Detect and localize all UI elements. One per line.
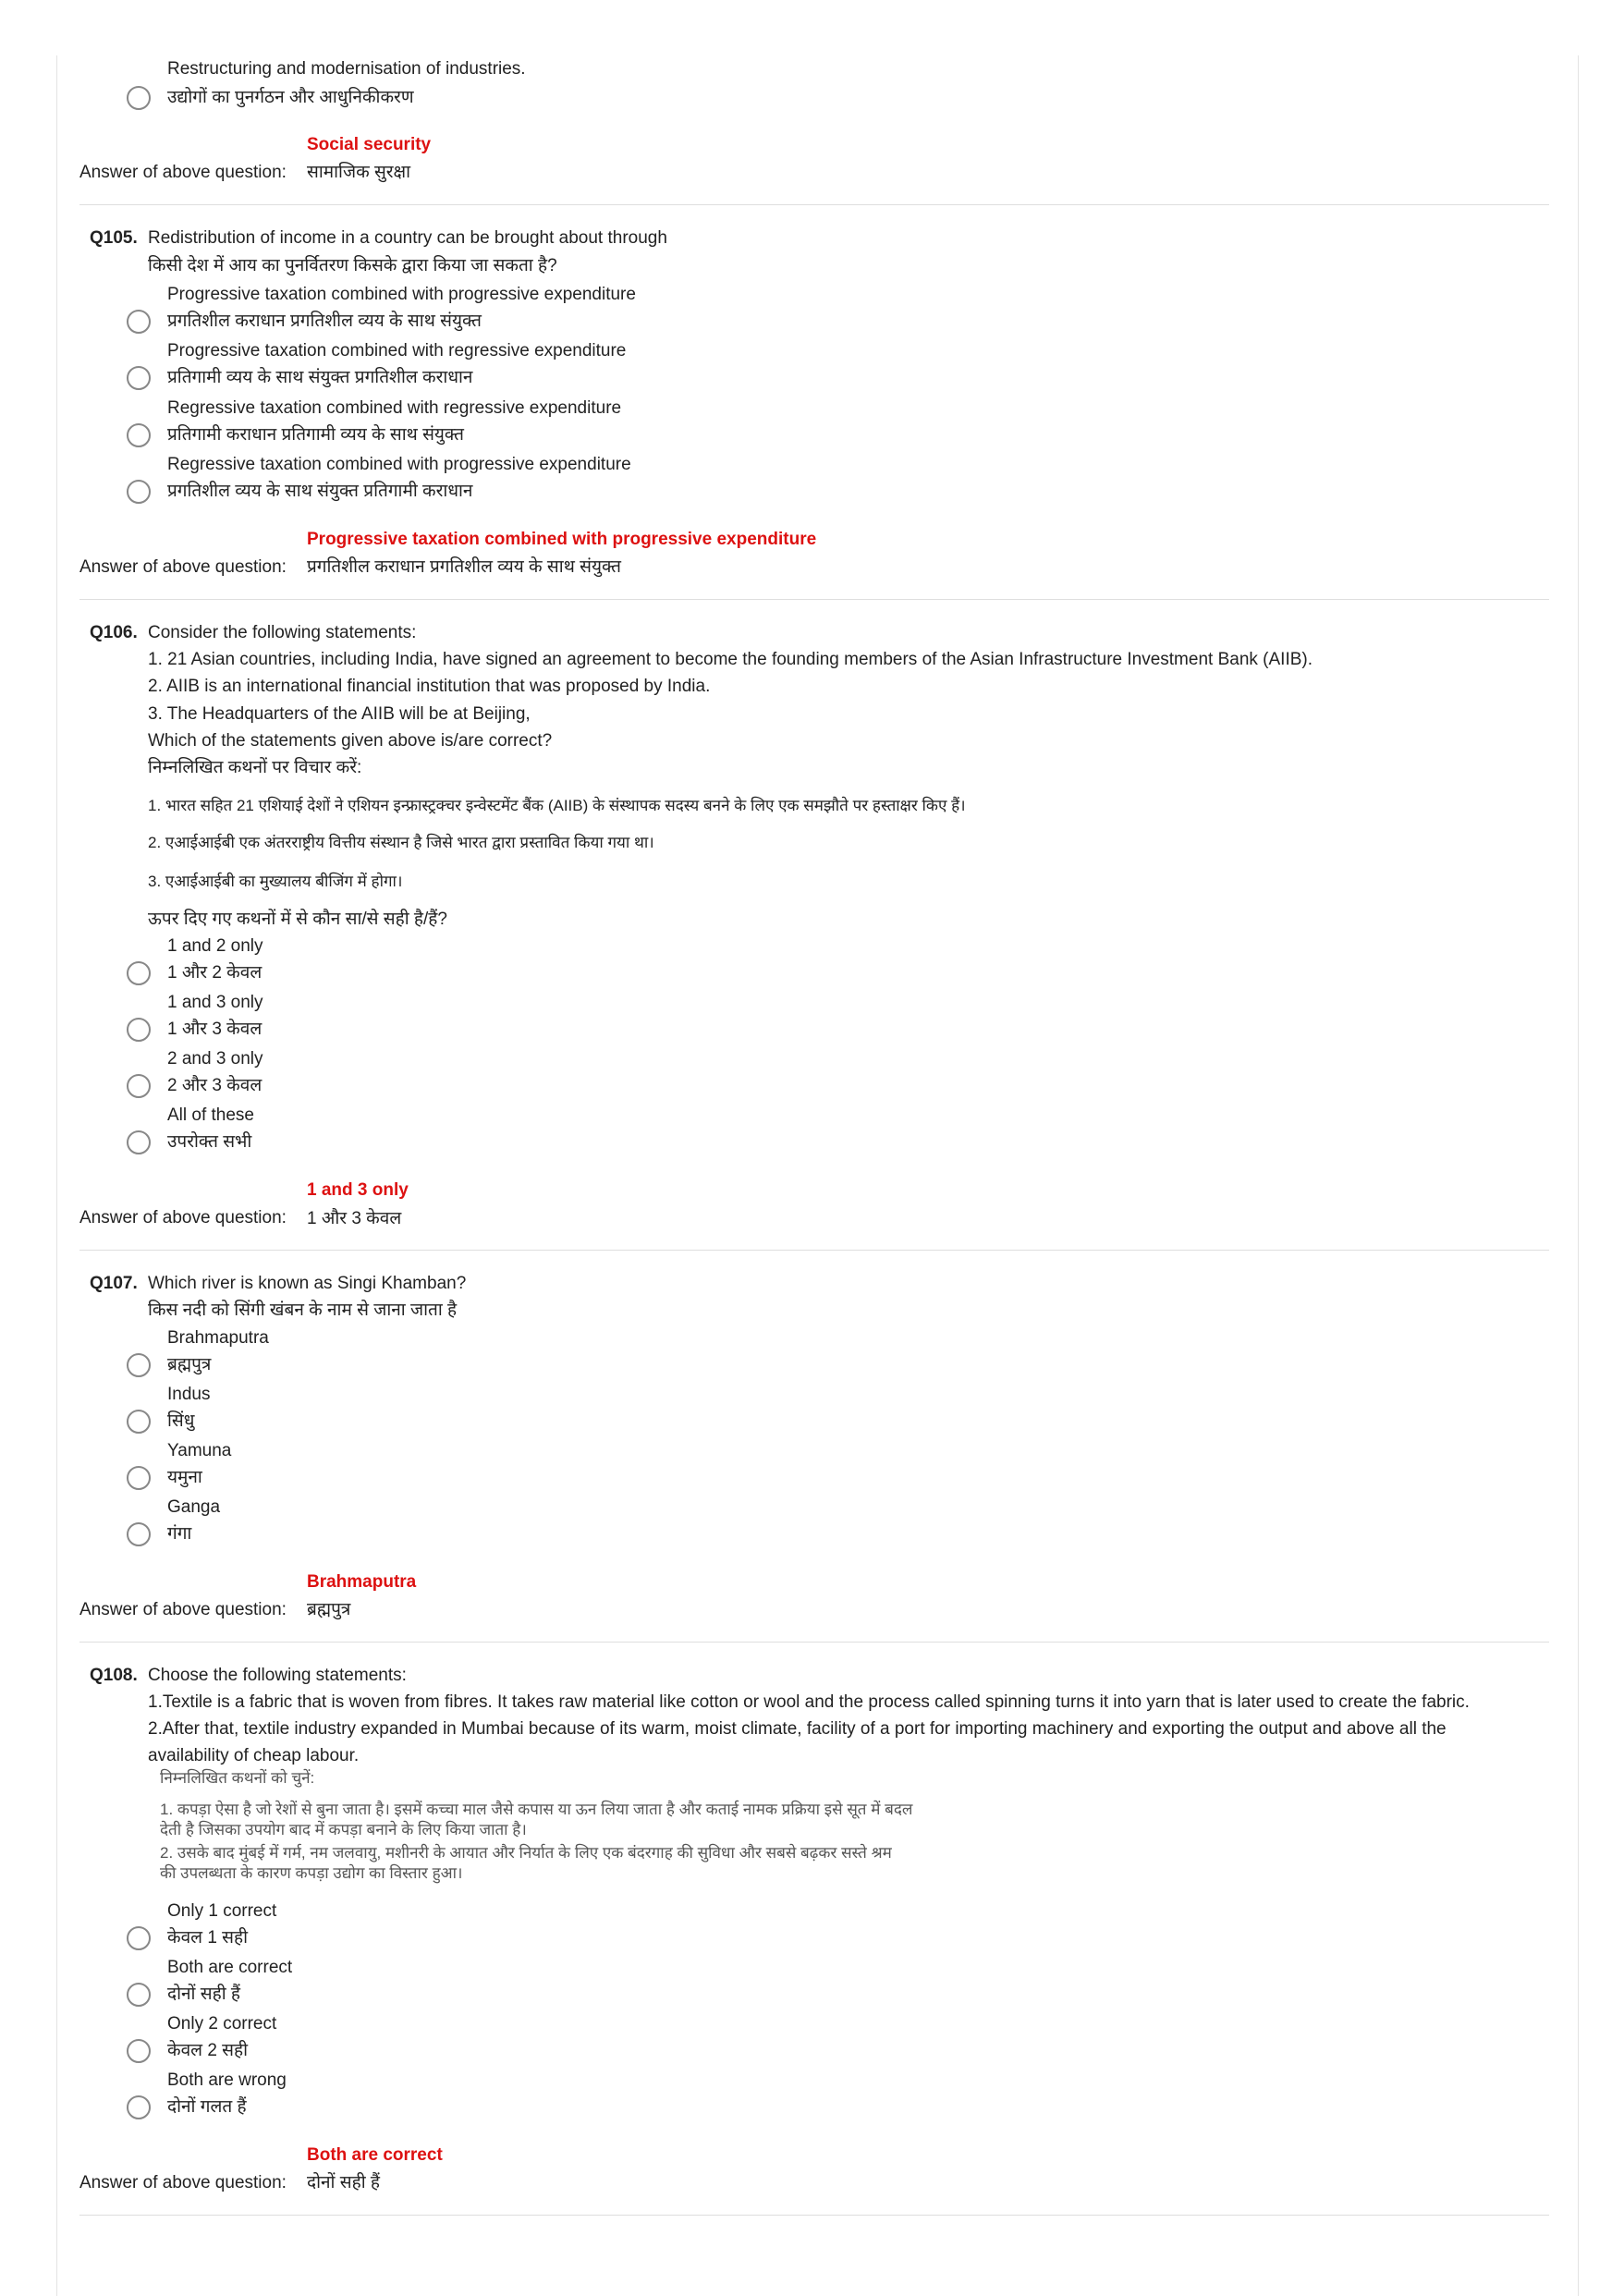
correct-answer: Progressive taxation combined with progressive expenditure — [307, 530, 817, 549]
question-line-hindi: निम्नलिखित कथनों पर विचार करें: — [148, 758, 362, 777]
option-text-hindi: दोनों सही हैं — [167, 1985, 240, 2004]
option-text: Regressive taxation combined with progressive expenditure — [167, 455, 631, 474]
correct-answer: Both are correct — [307, 2145, 443, 2165]
option-text: Indus — [167, 1385, 211, 1404]
correct-answer-hindi: दोनों सही हैं — [307, 2173, 380, 2192]
option-radio[interactable] — [127, 1926, 151, 1950]
option-text: Both are wrong — [167, 2070, 287, 2090]
option-text: Regressive taxation combined with regressive expenditure — [167, 398, 622, 418]
question-line-hindi: 2. एआईआईबी एक अंतरराष्ट्रीय वित्तीय संस्थान है जिसे भारत द्वारा प्रस्तावित किया गया था। — [148, 834, 654, 851]
option-text-hindi: उपरोक्त सभी — [167, 1132, 252, 1152]
question-number: Q106. — [90, 623, 138, 642]
question-line-hindi: देती है जिसका उपयोग बाद में कपड़ा बनाने के लिए किया जाता है। — [160, 1821, 527, 1838]
answer-label: Answer of above question: — [79, 163, 287, 182]
question-separator — [79, 1642, 1549, 1643]
question-line: Choose the following statements: — [148, 1666, 407, 1685]
question-line-hindi: की उपलब्धता के कारण कपड़ा उद्योग का विस्तार हुआ। — [160, 1864, 463, 1882]
question-line-hindi: ऊपर दिए गए कथनों में से कौन सा/से सही है/हैं? — [148, 910, 447, 929]
option-text-hindi: प्रगतिशील कराधान प्रगतिशील व्यय के साथ संयुक्त — [167, 311, 482, 331]
answer-label: Answer of above question: — [79, 1600, 287, 1619]
option-text: All of these — [167, 1105, 254, 1125]
correct-answer-hindi: 1 और 3 केवल — [307, 1209, 402, 1228]
question-number: Q108. — [90, 1666, 138, 1685]
question-separator — [79, 204, 1549, 205]
option-radio[interactable] — [127, 1522, 151, 1546]
question-text-hindi: किस नदी को सिंगी खंबन के नाम से जाना जाता है — [148, 1301, 458, 1320]
option-text: Yamuna — [167, 1441, 232, 1460]
option-radio[interactable] — [127, 1018, 151, 1042]
question-text: Redistribution of income in a country can be brought about through — [148, 228, 667, 248]
option-radio[interactable] — [127, 1983, 151, 2007]
option-text: Both are correct — [167, 1958, 293, 1977]
option-text-hindi: 2 और 3 केवल — [167, 1076, 263, 1095]
question-separator — [79, 2215, 1549, 2216]
correct-answer-hindi: ब्रह्मपुत्र — [307, 1600, 351, 1619]
option-radio[interactable] — [127, 366, 151, 390]
question-separator — [79, 1250, 1549, 1251]
option-text: Progressive taxation combined with progressive expenditure — [167, 285, 636, 304]
option-text-hindi: गंगा — [167, 1524, 192, 1544]
question-separator — [79, 599, 1549, 600]
option-text-hindi: सिंधु — [167, 1411, 195, 1431]
option-text: Brahmaputra — [167, 1328, 269, 1348]
option-radio[interactable] — [127, 310, 151, 334]
option-radio[interactable] — [127, 1353, 151, 1377]
correct-answer: 1 and 3 only — [307, 1180, 409, 1200]
option-text-hindi: दोनों गलत हैं — [167, 2097, 247, 2117]
question-line: 3. The Headquarters of the AIIB will be at Beijing, — [148, 704, 531, 724]
question-line: availability of cheap labour. — [148, 1746, 360, 1765]
option-text-hindi: 1 और 3 केवल — [167, 1020, 263, 1039]
option-text-hindi: ब्रह्मपुत्र — [167, 1355, 212, 1374]
option-text: 1 and 2 only — [167, 936, 263, 956]
option-radio[interactable] — [127, 423, 151, 447]
option-text-hindi: 1 और 2 केवल — [167, 963, 263, 983]
correct-answer: Brahmaputra — [307, 1572, 417, 1592]
option-radio[interactable] — [127, 1074, 151, 1098]
question-line: 2.After that, textile industry expanded in Mumbai because of its warm, moist climate, facility of a port for importing machinery and exporting the output and above all the — [148, 1719, 1447, 1739]
question-line: Which of the statements given above is/are correct? — [148, 731, 553, 751]
question-line-hindi: निम्नलिखित कथनों को चुनें: — [160, 1769, 315, 1787]
answer-label: Answer of above question: — [79, 2173, 287, 2192]
question-line-hindi: 3. एआईआईबी का मुख्यालय बीजिंग में होगा। — [148, 873, 403, 890]
option-text: Ganga — [167, 1497, 221, 1517]
option-text-hindi: उद्योगों का पुनर्गठन और आधुनिकीकरण — [167, 88, 414, 107]
question-line-hindi: 2. उसके बाद मुंबई में गर्म, नम जलवायु, मशीनरी के आयात और निर्यात के लिए एक बंदरगाह की सुविधा और सबसे बढ़कर सस्ते श्रम — [160, 1844, 892, 1862]
option-text-hindi: प्रतिगामी व्यय के साथ संयुक्त प्रगतिशील कराधान — [167, 368, 473, 387]
question-number: Q105. — [90, 228, 138, 248]
option-text: Only 1 correct — [167, 1901, 277, 1921]
option-text: 1 and 3 only — [167, 993, 263, 1012]
question-line-hindi: 1. भारत सहित 21 एशियाई देशों ने एशियन इन्फ्रास्ट्रक्चर इन्वेस्टमेंट बैंक (AIIB) के संस्थापक सदस्य बनने के लिए एक समझौते पर हस्ताक्षर किए हैं। — [148, 797, 966, 814]
question-line: Consider the following statements: — [148, 623, 417, 642]
option-radio[interactable] — [127, 1466, 151, 1490]
option-radio[interactable] — [127, 2039, 151, 2063]
option-text-hindi: केवल 2 सही — [167, 2041, 249, 2060]
option-radio[interactable] — [127, 961, 151, 985]
option-radio[interactable] — [127, 86, 151, 110]
option-text-hindi: प्रतिगामी कराधान प्रतिगामी व्यय के साथ संयुक्त — [167, 425, 464, 445]
question-line-hindi: 1. कपड़ा ऐसा है जो रेशों से बुना जाता है। इसमें कच्चा माल जैसे कपास या ऊन लिया जाता है और कताई नामक प्रक्रिया इसे सूत में बदल — [160, 1801, 913, 1818]
option-text: Restructuring and modernisation of industries. — [167, 59, 526, 79]
question-line: 1. 21 Asian countries, including India, have signed an agreement to become the founding members of the Asian Infrastructure Investment Bank (AIIB). — [148, 650, 1313, 669]
option-text-hindi: प्रगतिशील व्यय के साथ संयुक्त प्रतिगामी कराधान — [167, 482, 473, 501]
option-radio[interactable] — [127, 2095, 151, 2119]
correct-answer-hindi: प्रगतिशील कराधान प्रगतिशील व्यय के साथ संयुक्त — [307, 557, 621, 577]
question-number: Q107. — [90, 1274, 138, 1293]
option-text-hindi: यमुना — [167, 1468, 202, 1487]
correct-answer-hindi: सामाजिक सुरक्षा — [307, 163, 411, 182]
question-text-hindi: किसी देश में आय का पुनर्वितरण किसके द्वारा किया जा सकता है? — [148, 256, 557, 275]
question-line: 1.Textile is a fabric that is woven from fibres. It takes raw material like cotton or wool and the process called spinning turns it into yarn that is later used to create the fabric. — [148, 1692, 1470, 1712]
option-radio[interactable] — [127, 1130, 151, 1154]
option-text: Only 2 correct — [167, 2014, 277, 2033]
option-text: Progressive taxation combined with regressive expenditure — [167, 341, 627, 360]
answer-label: Answer of above question: — [79, 1208, 287, 1227]
option-text-hindi: केवल 1 सही — [167, 1928, 249, 1948]
question-line: 2. AIIB is an international financial institution that was proposed by India. — [148, 677, 711, 696]
answer-label: Answer of above question: — [79, 557, 287, 577]
correct-answer: Social security — [307, 135, 432, 154]
option-radio[interactable] — [127, 480, 151, 504]
option-radio[interactable] — [127, 1410, 151, 1434]
option-text: 2 and 3 only — [167, 1049, 263, 1069]
question-text: Which river is known as Singi Khamban? — [148, 1274, 467, 1293]
